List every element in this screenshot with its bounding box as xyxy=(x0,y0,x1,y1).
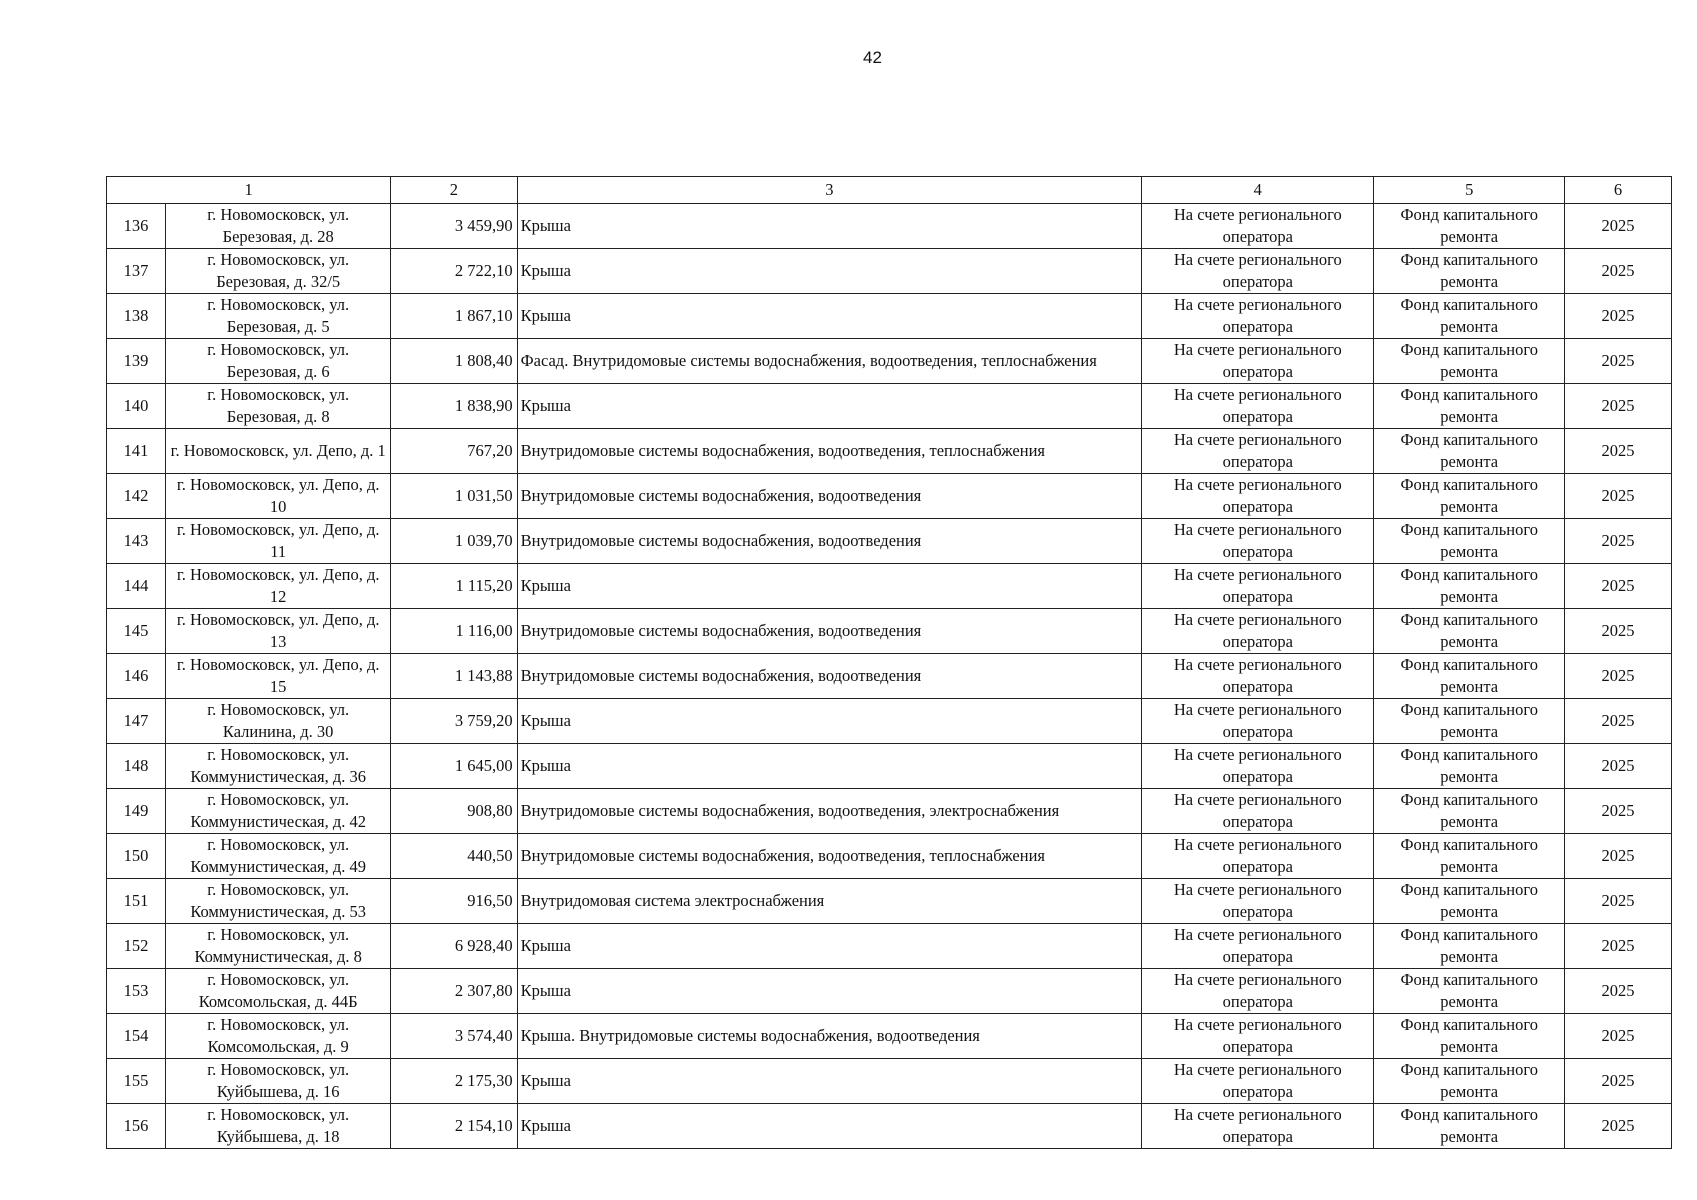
row-fund-method: На счете регионального оператора xyxy=(1142,609,1374,654)
row-funding-source: Фонд капитального ремонта xyxy=(1374,384,1565,429)
row-year: 2025 xyxy=(1564,339,1671,384)
table-row xyxy=(107,879,1672,924)
row-funding-source: Фонд капитального ремонта xyxy=(1374,969,1565,1014)
row-year: 2025 xyxy=(1564,834,1671,879)
row-fund-method: На счете регионального оператора xyxy=(1142,1014,1374,1059)
row-area: 1 039,70 xyxy=(391,519,517,564)
row-number: 149 xyxy=(107,789,166,834)
header-col-3: 3 xyxy=(517,177,1142,204)
row-year: 2025 xyxy=(1564,294,1671,339)
table-row xyxy=(107,339,1672,384)
row-number: 147 xyxy=(107,699,166,744)
row-area: 1 838,90 xyxy=(391,384,517,429)
row-works: Крыша xyxy=(517,699,1142,744)
row-area: 908,80 xyxy=(391,789,517,834)
table-row xyxy=(107,789,1672,834)
table-row xyxy=(107,609,1672,654)
row-funding-source: Фонд капитального ремонта xyxy=(1374,834,1565,879)
header-col-4: 4 xyxy=(1142,177,1374,204)
row-number: 154 xyxy=(107,1014,166,1059)
row-year: 2025 xyxy=(1564,969,1671,1014)
table-row xyxy=(107,204,1672,249)
row-funding-source: Фонд капитального ремонта xyxy=(1374,699,1565,744)
table-row xyxy=(107,699,1672,744)
row-funding-source: Фонд капитального ремонта xyxy=(1374,564,1565,609)
table-row xyxy=(107,1059,1672,1104)
row-address: г. Новомосковск, ул. Куйбышева, д. 16 xyxy=(166,1059,391,1104)
row-address: г. Новомосковск, ул. Депо, д. 11 xyxy=(166,519,391,564)
row-funding-source: Фонд капитального ремонта xyxy=(1374,519,1565,564)
row-number: 139 xyxy=(107,339,166,384)
table-row xyxy=(107,1014,1672,1059)
row-address: г. Новомосковск, ул. Комсомольская, д. 44Б xyxy=(166,969,391,1014)
row-works: Крыша xyxy=(517,924,1142,969)
row-address: г. Новомосковск, ул. Коммунистическая, д. 53 xyxy=(166,879,391,924)
row-fund-method: На счете регионального оператора xyxy=(1142,924,1374,969)
table-row xyxy=(107,654,1672,699)
row-year: 2025 xyxy=(1564,519,1671,564)
table-row xyxy=(107,474,1672,519)
row-fund-method: На счете регионального оператора xyxy=(1142,879,1374,924)
row-address: г. Новомосковск, ул. Калинина, д. 30 xyxy=(166,699,391,744)
row-address: г. Новомосковск, ул. Березовая, д. 5 xyxy=(166,294,391,339)
page-number: 42 xyxy=(863,48,882,67)
row-area: 1 645,00 xyxy=(391,744,517,789)
header-col-1: 1 xyxy=(107,177,391,204)
table-row xyxy=(107,519,1672,564)
row-area: 2 307,80 xyxy=(391,969,517,1014)
table-row xyxy=(107,294,1672,339)
table-row xyxy=(107,1104,1672,1149)
row-area: 1 116,00 xyxy=(391,609,517,654)
row-fund-method: На счете регионального оператора xyxy=(1142,294,1374,339)
row-year: 2025 xyxy=(1564,1104,1671,1149)
row-year: 2025 xyxy=(1564,564,1671,609)
row-address: г. Новомосковск, ул. Коммунистическая, д. 49 xyxy=(166,834,391,879)
row-address: г. Новомосковск, ул. Куйбышева, д. 18 xyxy=(166,1104,391,1149)
row-address: г. Новомосковск, ул. Депо, д. 1 xyxy=(166,429,391,474)
table-row xyxy=(107,249,1672,294)
row-funding-source: Фонд капитального ремонта xyxy=(1374,249,1565,294)
row-year: 2025 xyxy=(1564,924,1671,969)
row-number: 153 xyxy=(107,969,166,1014)
row-area: 2 154,10 xyxy=(391,1104,517,1149)
row-number: 151 xyxy=(107,879,166,924)
row-number: 141 xyxy=(107,429,166,474)
table-row xyxy=(107,564,1672,609)
row-works: Крыша xyxy=(517,969,1142,1014)
row-area: 440,50 xyxy=(391,834,517,879)
row-year: 2025 xyxy=(1564,429,1671,474)
row-funding-source: Фонд капитального ремонта xyxy=(1374,474,1565,519)
row-fund-method: На счете регионального оператора xyxy=(1142,834,1374,879)
row-fund-method: На счете регионального оператора xyxy=(1142,969,1374,1014)
row-year: 2025 xyxy=(1564,609,1671,654)
table-row xyxy=(107,744,1672,789)
row-address: г. Новомосковск, ул. Березовая, д. 8 xyxy=(166,384,391,429)
header-col-6: 6 xyxy=(1564,177,1671,204)
row-fund-method: На счете регионального оператора xyxy=(1142,474,1374,519)
row-number: 143 xyxy=(107,519,166,564)
row-works: Внутридомовые системы водоснабжения, водоотведения xyxy=(517,609,1142,654)
row-number: 152 xyxy=(107,924,166,969)
row-fund-method: На счете регионального оператора xyxy=(1142,654,1374,699)
row-funding-source: Фонд капитального ремонта xyxy=(1374,1014,1565,1059)
row-number: 142 xyxy=(107,474,166,519)
row-year: 2025 xyxy=(1564,474,1671,519)
row-address: г. Новомосковск, ул. Депо, д. 10 xyxy=(166,474,391,519)
row-address: г. Новомосковск, ул. Коммунистическая, д. 42 xyxy=(166,789,391,834)
row-works: Фасад. Внутридомовые системы водоснабжения, водоотведения, теплоснабжения xyxy=(517,339,1142,384)
header-col-5: 5 xyxy=(1374,177,1565,204)
capital-repair-table xyxy=(106,176,1672,1149)
row-fund-method: На счете регионального оператора xyxy=(1142,339,1374,384)
row-funding-source: Фонд капитального ремонта xyxy=(1374,294,1565,339)
row-area: 1 867,10 xyxy=(391,294,517,339)
row-funding-source: Фонд капитального ремонта xyxy=(1374,429,1565,474)
row-year: 2025 xyxy=(1564,744,1671,789)
row-address: г. Новомосковск, ул. Березовая, д. 28 xyxy=(166,204,391,249)
row-works: Внутридомовые системы водоснабжения, водоотведения xyxy=(517,519,1142,564)
row-works: Крыша xyxy=(517,249,1142,294)
row-number: 137 xyxy=(107,249,166,294)
header-col-2: 2 xyxy=(391,177,517,204)
row-area: 767,20 xyxy=(391,429,517,474)
row-number: 156 xyxy=(107,1104,166,1149)
table-row xyxy=(107,384,1672,429)
row-address: г. Новомосковск, ул. Коммунистическая, д. 36 xyxy=(166,744,391,789)
row-funding-source: Фонд капитального ремонта xyxy=(1374,879,1565,924)
row-funding-source: Фонд капитального ремонта xyxy=(1374,654,1565,699)
row-number: 140 xyxy=(107,384,166,429)
row-address: г. Новомосковск, ул. Депо, д. 12 xyxy=(166,564,391,609)
row-area: 1 031,50 xyxy=(391,474,517,519)
row-area: 1 143,88 xyxy=(391,654,517,699)
row-fund-method: На счете регионального оператора xyxy=(1142,429,1374,474)
row-works: Крыша xyxy=(517,294,1142,339)
row-address: г. Новомосковск, ул. Депо, д. 15 xyxy=(166,654,391,699)
row-funding-source: Фонд капитального ремонта xyxy=(1374,924,1565,969)
table-row xyxy=(107,429,1672,474)
row-works: Внутридомовые системы водоснабжения, водоотведения, теплоснабжения xyxy=(517,834,1142,879)
row-fund-method: На счете регионального оператора xyxy=(1142,1104,1374,1149)
row-year: 2025 xyxy=(1564,654,1671,699)
row-address: г. Новомосковск, ул. Комсомольская, д. 9 xyxy=(166,1014,391,1059)
row-works: Крыша xyxy=(517,384,1142,429)
row-works: Крыша xyxy=(517,1059,1142,1104)
table-row xyxy=(107,969,1672,1014)
row-funding-source: Фонд капитального ремонта xyxy=(1374,1059,1565,1104)
row-year: 2025 xyxy=(1564,879,1671,924)
row-area: 2 722,10 xyxy=(391,249,517,294)
row-address: г. Новомосковск, ул. Депо, д. 13 xyxy=(166,609,391,654)
row-funding-source: Фонд капитального ремонта xyxy=(1374,1104,1565,1149)
row-funding-source: Фонд капитального ремонта xyxy=(1374,789,1565,834)
row-fund-method: На счете регионального оператора xyxy=(1142,249,1374,294)
row-address: г. Новомосковск, ул. Березовая, д. 32/5 xyxy=(166,249,391,294)
row-year: 2025 xyxy=(1564,1059,1671,1104)
row-funding-source: Фонд капитального ремонта xyxy=(1374,609,1565,654)
row-funding-source: Фонд капитального ремонта xyxy=(1374,744,1565,789)
row-number: 150 xyxy=(107,834,166,879)
row-number: 145 xyxy=(107,609,166,654)
row-area: 6 928,40 xyxy=(391,924,517,969)
row-works: Внутридомовые системы водоснабжения, водоотведения, электроснабжения xyxy=(517,789,1142,834)
row-works: Крыша xyxy=(517,744,1142,789)
row-area: 3 574,40 xyxy=(391,1014,517,1059)
row-number: 155 xyxy=(107,1059,166,1104)
row-fund-method: На счете регионального оператора xyxy=(1142,699,1374,744)
row-works: Крыша xyxy=(517,1104,1142,1149)
row-works: Крыша xyxy=(517,564,1142,609)
row-fund-method: На счете регионального оператора xyxy=(1142,519,1374,564)
row-fund-method: На счете регионального оператора xyxy=(1142,564,1374,609)
row-area: 1 115,20 xyxy=(391,564,517,609)
row-works: Крыша xyxy=(517,204,1142,249)
row-year: 2025 xyxy=(1564,699,1671,744)
row-area: 2 175,30 xyxy=(391,1059,517,1104)
row-year: 2025 xyxy=(1564,789,1671,834)
row-number: 138 xyxy=(107,294,166,339)
row-year: 2025 xyxy=(1564,204,1671,249)
row-funding-source: Фонд капитального ремонта xyxy=(1374,339,1565,384)
row-area: 916,50 xyxy=(391,879,517,924)
row-number: 146 xyxy=(107,654,166,699)
row-works: Внутридомовые системы водоснабжения, водоотведения xyxy=(517,474,1142,519)
row-year: 2025 xyxy=(1564,249,1671,294)
table-row xyxy=(107,834,1672,879)
row-fund-method: На счете регионального оператора xyxy=(1142,204,1374,249)
row-address: г. Новомосковск, ул. Коммунистическая, д. 8 xyxy=(166,924,391,969)
row-works: Внутридомовые системы водоснабжения, водоотведения xyxy=(517,654,1142,699)
header-row xyxy=(107,177,1672,204)
row-number: 144 xyxy=(107,564,166,609)
row-year: 2025 xyxy=(1564,1014,1671,1059)
row-area: 1 808,40 xyxy=(391,339,517,384)
row-address: г. Новомосковск, ул. Березовая, д. 6 xyxy=(166,339,391,384)
row-works: Внутридомовая система электроснабжения xyxy=(517,879,1142,924)
row-funding-source: Фонд капитального ремонта xyxy=(1374,204,1565,249)
row-area: 3 459,90 xyxy=(391,204,517,249)
row-area: 3 759,20 xyxy=(391,699,517,744)
row-works: Крыша. Внутридомовые системы водоснабжения, водоотведения xyxy=(517,1014,1142,1059)
table-row xyxy=(107,924,1672,969)
row-number: 136 xyxy=(107,204,166,249)
row-fund-method: На счете регионального оператора xyxy=(1142,384,1374,429)
row-number: 148 xyxy=(107,744,166,789)
row-fund-method: На счете регионального оператора xyxy=(1142,744,1374,789)
row-fund-method: На счете регионального оператора xyxy=(1142,789,1374,834)
row-fund-method: На счете регионального оператора xyxy=(1142,1059,1374,1104)
row-works: Внутридомовые системы водоснабжения, водоотведения, теплоснабжения xyxy=(517,429,1142,474)
row-year: 2025 xyxy=(1564,384,1671,429)
